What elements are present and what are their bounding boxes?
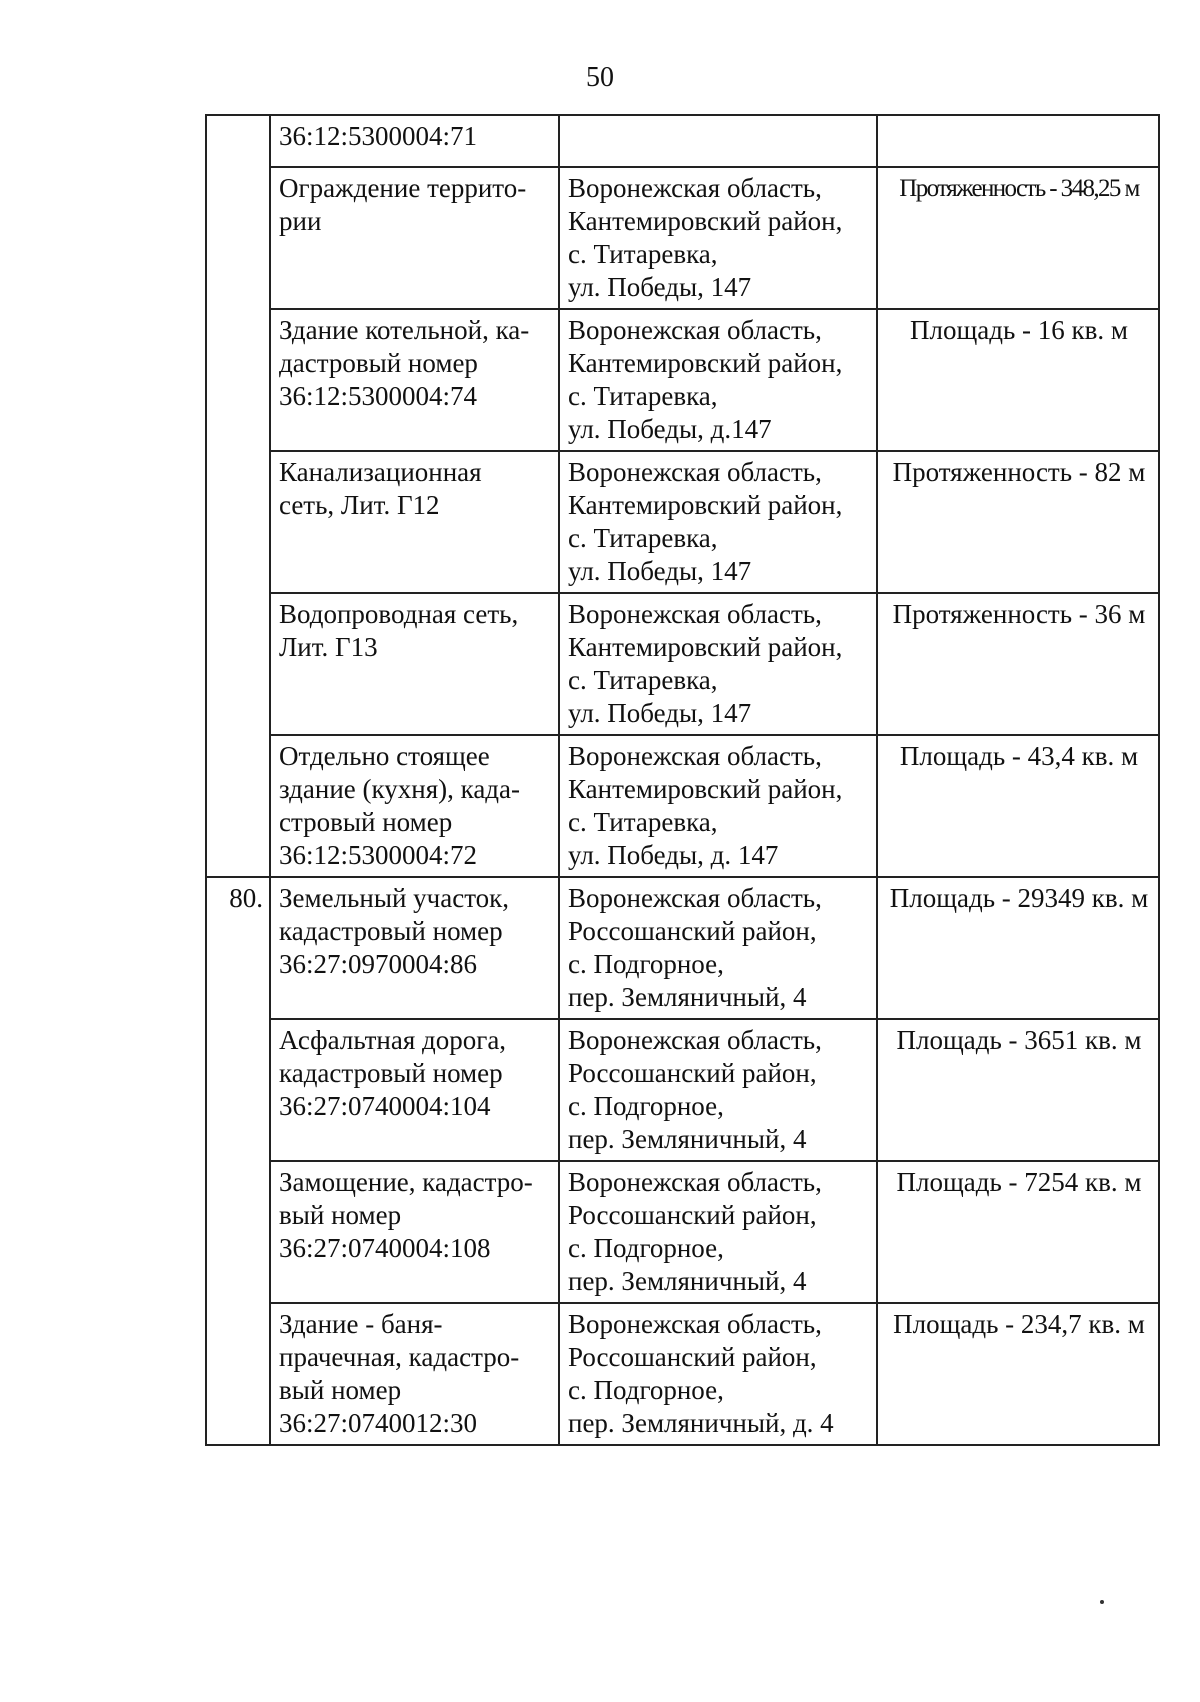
object-name-line: 36:12:5300004:74	[279, 381, 478, 411]
address-line: с. Титаревка,	[568, 807, 718, 837]
object-name-line: кадастровый номер	[279, 1058, 503, 1088]
item-number: 80.	[206, 877, 270, 1019]
address-line: Воронежская область,	[568, 315, 822, 345]
table-row	[206, 593, 1159, 735]
object-name-line: Здание - баня-	[279, 1309, 443, 1339]
item-number	[206, 593, 270, 735]
table-row	[206, 735, 1159, 877]
page-number: 50	[586, 62, 614, 93]
property-table	[205, 114, 1160, 1446]
object-address	[559, 167, 877, 309]
address-line: ул. Победы, д.147	[568, 414, 772, 444]
object-name-line: Асфальтная дорога,	[279, 1025, 507, 1055]
item-number	[206, 1161, 270, 1303]
address-line: Воронежская область,	[568, 1167, 822, 1197]
address-line: Воронежская область,	[568, 741, 822, 771]
object-address	[559, 735, 877, 877]
object-name-line: Водопроводная сеть,	[279, 599, 519, 629]
address-line: ул. Победы, 147	[568, 698, 752, 728]
object-address	[559, 593, 877, 735]
object-measure	[877, 115, 1159, 167]
object-address	[559, 877, 877, 1019]
address-line: Воронежская область,	[568, 883, 822, 913]
object-name-line: 36:12:5300004:72	[279, 840, 478, 870]
object-name	[270, 1019, 559, 1161]
address-line: Воронежская область,	[568, 457, 822, 487]
object-address	[559, 1019, 877, 1161]
object-name	[270, 877, 559, 1019]
address-line: пер. Земляничный, 4	[568, 1266, 807, 1296]
object-measure: Площадь - 3651 кв. м	[877, 1019, 1159, 1161]
object-name-line: прачечная, кадастро-	[279, 1342, 520, 1372]
object-measure: Протяженность - 36 м	[877, 593, 1159, 735]
object-name-line: 36:27:0970004:86	[279, 949, 478, 979]
address-line: Россошанский район,	[568, 1200, 817, 1230]
object-name-line: Здание котельной, ка-	[279, 315, 530, 345]
address-line: Россошанский район,	[568, 1342, 817, 1372]
address-line: с. Титаревка,	[568, 381, 718, 411]
address-line: с. Титаревка,	[568, 665, 718, 695]
item-number	[206, 115, 270, 167]
item-number	[206, 1303, 270, 1445]
object-name-line: 36:27:0740004:104	[279, 1091, 491, 1121]
object-name	[270, 1161, 559, 1303]
object-name-line: Лит. Г13	[279, 632, 378, 662]
object-measure: Площадь - 43,4 кв. м	[877, 735, 1159, 877]
address-line: Кантемировский район,	[568, 632, 843, 662]
address-line: Воронежская область,	[568, 599, 822, 629]
address-line: ул. Победы, 147	[568, 272, 752, 302]
address-line: Воронежская область,	[568, 1309, 822, 1339]
address-line: Кантемировский район,	[568, 206, 843, 236]
object-address	[559, 451, 877, 593]
object-name-line: рии	[279, 206, 322, 236]
object-name-line: кадастровый номер	[279, 916, 503, 946]
object-measure: Протяженность - 82 м	[877, 451, 1159, 593]
table-row	[206, 451, 1159, 593]
address-line: Россошанский район,	[568, 1058, 817, 1088]
object-name	[270, 309, 559, 451]
object-name-line: вый номер	[279, 1200, 402, 1230]
object-name-line: 36:27:0740004:108	[279, 1233, 491, 1263]
item-number	[206, 451, 270, 593]
address-line: пер. Земляничный, 4	[568, 1124, 807, 1154]
object-measure: Площадь - 7254 кв. м	[877, 1161, 1159, 1303]
table-row	[206, 167, 1159, 309]
object-name-line: Канализационная	[279, 457, 482, 487]
address-line: с. Подгорное,	[568, 1233, 724, 1263]
object-name	[270, 593, 559, 735]
object-name	[270, 451, 559, 593]
item-number	[206, 309, 270, 451]
object-address	[559, 115, 877, 167]
object-measure: Площадь - 16 кв. м	[877, 309, 1159, 451]
address-line: Воронежская область,	[568, 173, 822, 203]
address-line: Кантемировский район,	[568, 490, 843, 520]
address-line: пер. Земляничный, 4	[568, 982, 807, 1012]
object-name-line: стровый номер	[279, 807, 453, 837]
table-row	[206, 115, 1159, 167]
object-measure: Площадь - 29349 кв. м	[877, 877, 1159, 1019]
address-line: с. Подгорное,	[568, 1375, 724, 1405]
object-name	[270, 735, 559, 877]
table-row	[206, 1303, 1159, 1445]
object-address	[559, 1161, 877, 1303]
object-name-line: Замощение, кадастро-	[279, 1167, 533, 1197]
address-line: ул. Победы, 147	[568, 556, 752, 586]
object-name-line: здание (кухня), када-	[279, 774, 521, 804]
address-line: с. Подгорное,	[568, 949, 724, 979]
object-name-line: дастровый номер	[279, 348, 478, 378]
address-line: Воронежская область,	[568, 1025, 822, 1055]
object-name-line: сеть, Лит. Г12	[279, 490, 440, 520]
object-name-line: 36:12:5300004:71	[279, 121, 478, 151]
table-row	[206, 1019, 1159, 1161]
table-row	[206, 309, 1159, 451]
address-line: с. Подгорное,	[568, 1091, 724, 1121]
address-line: с. Титаревка,	[568, 523, 718, 553]
object-name-line: Отдельно стоящее	[279, 741, 490, 771]
object-name-line: вый номер	[279, 1375, 402, 1405]
object-name-line: Ограждение террито-	[279, 173, 527, 203]
object-name-line: 36:27:0740012:30	[279, 1408, 478, 1438]
address-line: пер. Земляничный, д. 4	[568, 1408, 834, 1438]
address-line: ул. Победы, д. 147	[568, 840, 779, 870]
object-measure: Площадь - 234,7 кв. м	[877, 1303, 1159, 1445]
address-line: с. Титаревка,	[568, 239, 718, 269]
item-number	[206, 735, 270, 877]
address-line: Кантемировский район,	[568, 348, 843, 378]
object-name	[270, 167, 559, 309]
item-number	[206, 1019, 270, 1161]
item-number	[206, 167, 270, 309]
scan-speck	[1100, 1600, 1104, 1604]
object-address	[559, 309, 877, 451]
object-measure: Протяженность - 348,25 м	[877, 167, 1159, 309]
object-name-line: Земельный участок,	[279, 883, 510, 913]
object-address	[559, 1303, 877, 1445]
table-row	[206, 1161, 1159, 1303]
table-row	[206, 877, 1159, 1019]
address-line: Кантемировский район,	[568, 774, 843, 804]
object-name	[270, 115, 559, 167]
object-name	[270, 1303, 559, 1445]
address-line: Россошанский район,	[568, 916, 817, 946]
